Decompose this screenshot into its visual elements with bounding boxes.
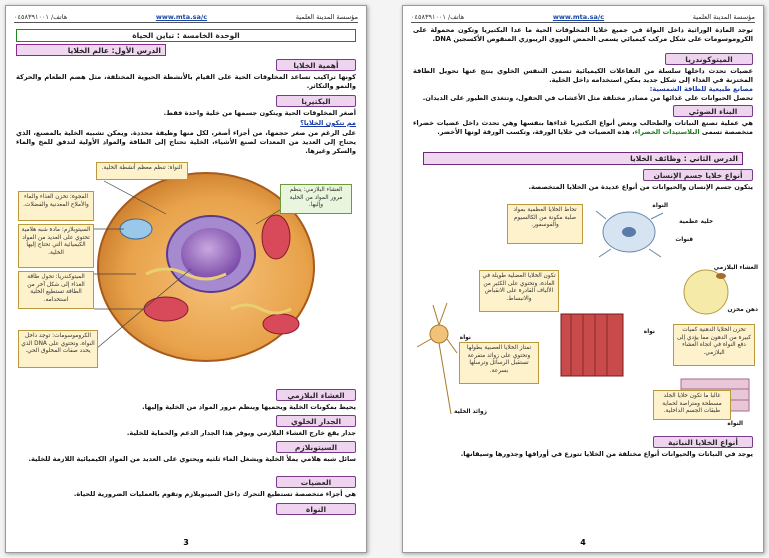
header-divider	[14, 22, 358, 23]
cytoplasm-text: سائل شبه هلامي يملأ الخلية ويشغل الماء ثلثيه ويحتوي على العديد من المواد الكيميائية اللازمة للخلية.	[28, 455, 356, 463]
callout-muscle: تكون الخلايا العضلية طويلة في العادة، وتحتوي على الكثير من الألياف القادرة على الانقباض والانبساط.	[479, 270, 559, 312]
mitochondrion-shape	[144, 297, 188, 321]
header-institution: مؤسسة المدينة العلمية	[295, 12, 358, 21]
membrane-heading: الغشاء البلازمي	[276, 389, 356, 401]
label-muscle-nucleus: نواة	[643, 329, 655, 335]
vacuole-shape	[120, 219, 152, 239]
importance-text: كونها تراكيب تساعد المخلوقات الحية على القيام بالأنشطة الحيوية المختلفة، مثل هضم الطعام والحركة والنمو والتكاثر.	[16, 73, 356, 90]
label-plasma-membrane: الغشاء البلازمي	[713, 265, 758, 271]
organelles-heading: العضيات	[276, 476, 356, 488]
bacteria-heading: البكتيريا	[276, 95, 356, 107]
label-canals: قنوات	[675, 237, 693, 243]
mitochondria-text: عضيات تحدث داخلها سلسلة من التفاعلات الكيميائية تسمى التنفس الخلوي ينتج عنها تحويل الطاقة المختزنة في الغذاء إلى شكل جديد يمكن استخدامه داخل الخلية.	[413, 67, 753, 84]
dna-text: توجد المادة الوراثية داخل النواة في جميع خلايا المخلوقات الحية ما عدا البكتيريا وتكون محمولة على الكروموسومات على شكل مركب كيميائي يسمى الحمض النووي الريبوزي المنقوص الأكسجين DNA.	[413, 26, 753, 43]
header-website[interactable]: www.mta.sa/c	[552, 12, 605, 21]
lesson-two-title: الدرس الثاني : وظائف الخلايا	[423, 152, 743, 165]
callout-chromosomes: الكروموسومات: توجد داخل النواة، وتحتوي على DNA الذي يحدد صفات المخلوق الحي.	[18, 330, 98, 368]
chloroplast-term: البلاستيدات الخضراء	[634, 128, 700, 136]
header-phone: هاتف/ ٠٤٥٨٣٩١٠٠١	[14, 12, 68, 21]
nerve-cell-drawing	[417, 303, 457, 414]
muscle-cell-drawing	[561, 314, 623, 376]
wall-heading: الجدار الخلوي	[276, 415, 356, 427]
cell-question: مم تتكون الخلايا؟	[300, 119, 356, 127]
callout-nucleus: النواة: تنظم معظم أنشطة الخلية.	[96, 162, 188, 180]
cell-text: على الرغم من صغر حجمها، من أجزاء أصغر، لكل منها وظيفة محددة. ويمكن تشبيه الخلية بالمصنع، الذي يحتاج إلى العديد من المعدات لصنع الأشياء، الخلية تحتاج إلى الطاقة والمواد الأولية لتدفق للمخ والماء والسكر وغيرها.	[16, 129, 356, 155]
label-nucleus: النواة	[652, 203, 668, 209]
label-fat-droplet: دهن مخزن	[727, 307, 758, 313]
callout-skin: غالبا ما تكون خلايا الجلد مسطحة ومتراصة لحماية طبقات الجسم الداخلية.	[653, 390, 731, 420]
wall-text: جدار يقع خارج الغشاء البلازمي ويوفر هذا الجدار الدعم والحماية للخلية.	[126, 429, 356, 437]
page-number: 3	[183, 538, 189, 547]
left-page	[5, 5, 367, 553]
human-cells-text: يتكون جسم الإنسان والحيوانات من أنواع عديدة من الخلايا المتخصصة.	[528, 183, 753, 191]
organelles-text: هي أجزاء متخصصة تستطيع التحرك داخل السيتوبلازم وتقوم بالعمليات الضرورية للحياة.	[73, 490, 356, 498]
header-website[interactable]: www.mta.sa/c	[155, 12, 208, 21]
membrane-text: يحيط بمكونات الخلية ويحميها وينظم مرور المواد من الخلية وإليها.	[142, 403, 356, 411]
callout-nerve: تمتاز الخلايا العصبية بطولها وتحتوي على زوائد متفرعة تستقبل الرسائل وترسلها بسرعة.	[459, 342, 539, 384]
callout-vacuole: الفجوة: تخزن الغذاء والماء والأملاح المعدنية والفضلات.	[18, 191, 94, 221]
callout-mitochondria: الميتوكندريا: تحول طاقة الغذاء إلى شكل آخر من الطاقة تستطيع الخلية استخدامه.	[18, 271, 94, 309]
human-cells-heading: أنواع خلايا جسم الإنسان	[643, 169, 753, 181]
page-header	[14, 12, 358, 21]
page-number: 4	[580, 538, 586, 547]
header-institution: مؤسسة المدينة العلمية	[692, 12, 755, 21]
callout-cytoplasm: السيتوبلازم: مادة شبه هلامية تحتوي على العديد من المواد الكيميائية التي تحتاج إليها الخلية.	[18, 224, 94, 268]
label-nerve-nucleus: نواة	[459, 335, 471, 341]
energy-source-text: تحصل الحيوانات على غذائها من مصادر مختلفة مثل الأعشاب في الحقول، وتتغذى الطيور على الديدان.	[422, 94, 753, 102]
bacteria-text: أصغر المخلوقات الحية ويتكون جسمها من خلية واحدة فقط.	[163, 109, 356, 117]
label-nucleus-bottom: النواة	[727, 421, 743, 427]
importance-heading: أهمية الخلايا	[276, 59, 356, 71]
label-cell-body: زوائد الخلية	[453, 409, 487, 415]
callout-membrane: الغشاء البلازمي: ينظم مرور المواد من الخلية وإليها.	[280, 184, 352, 214]
right-page	[402, 5, 764, 553]
energy-source-label: مصانع طبيعية للطاقة الشمسية:	[649, 85, 753, 93]
lesson-title: الدرس الأول: عالم الخلايا	[16, 44, 166, 56]
nucleolus-shape	[181, 228, 241, 280]
plant-cells-heading: أنواع الخلايا النباتية	[653, 436, 753, 448]
mitochondrion-shape	[262, 215, 290, 259]
header-divider	[411, 22, 755, 23]
photosynthesis-heading: البناء الضوئي	[673, 105, 753, 117]
label-bone-cell: خلية عظمية	[679, 219, 713, 225]
header-phone: هاتف/ ٠٤٥٨٣٩١٠٠١	[411, 12, 465, 21]
page-header	[411, 12, 755, 21]
mitochondrion-shape	[263, 314, 299, 334]
callout-fat: تخزن الخلايا الدهنية كميات كبيرة من الدهون مما يؤدي إلى دفع النواة في اتجاه الغشاء البلازمي.	[673, 324, 755, 366]
plant-cells-text: يوجد في النباتات والحيوانات أنواع مختلفة من الخلايا تتوزع في أوراقها وجذورها وسيقانها.	[460, 450, 753, 458]
nucleus-heading: النواة	[276, 503, 356, 515]
photosynthesis-text: هي عملية تصنع النباتات والطحالب وبعض أنواع البكتيريا غذاءها بنفسها وهي تحدث داخل عضيات خضراء متخصصة تسمى البلاستيدات الخضراء، هذه العضيات في خلايا الورقة، وتكسب الورقة لونها الأخضر.	[413, 119, 753, 136]
cytoplasm-heading: السيتوبلازم	[276, 441, 356, 453]
unit-title: الوحدة الخامسة : تباين الحياة	[16, 29, 356, 42]
mitochondria-heading: الميتوكوندريا	[665, 53, 753, 65]
callout-bone: تحاط الخلايا العظمية بمواد صلبة مكونة من الكالسيوم والفوسفور.	[507, 204, 583, 244]
